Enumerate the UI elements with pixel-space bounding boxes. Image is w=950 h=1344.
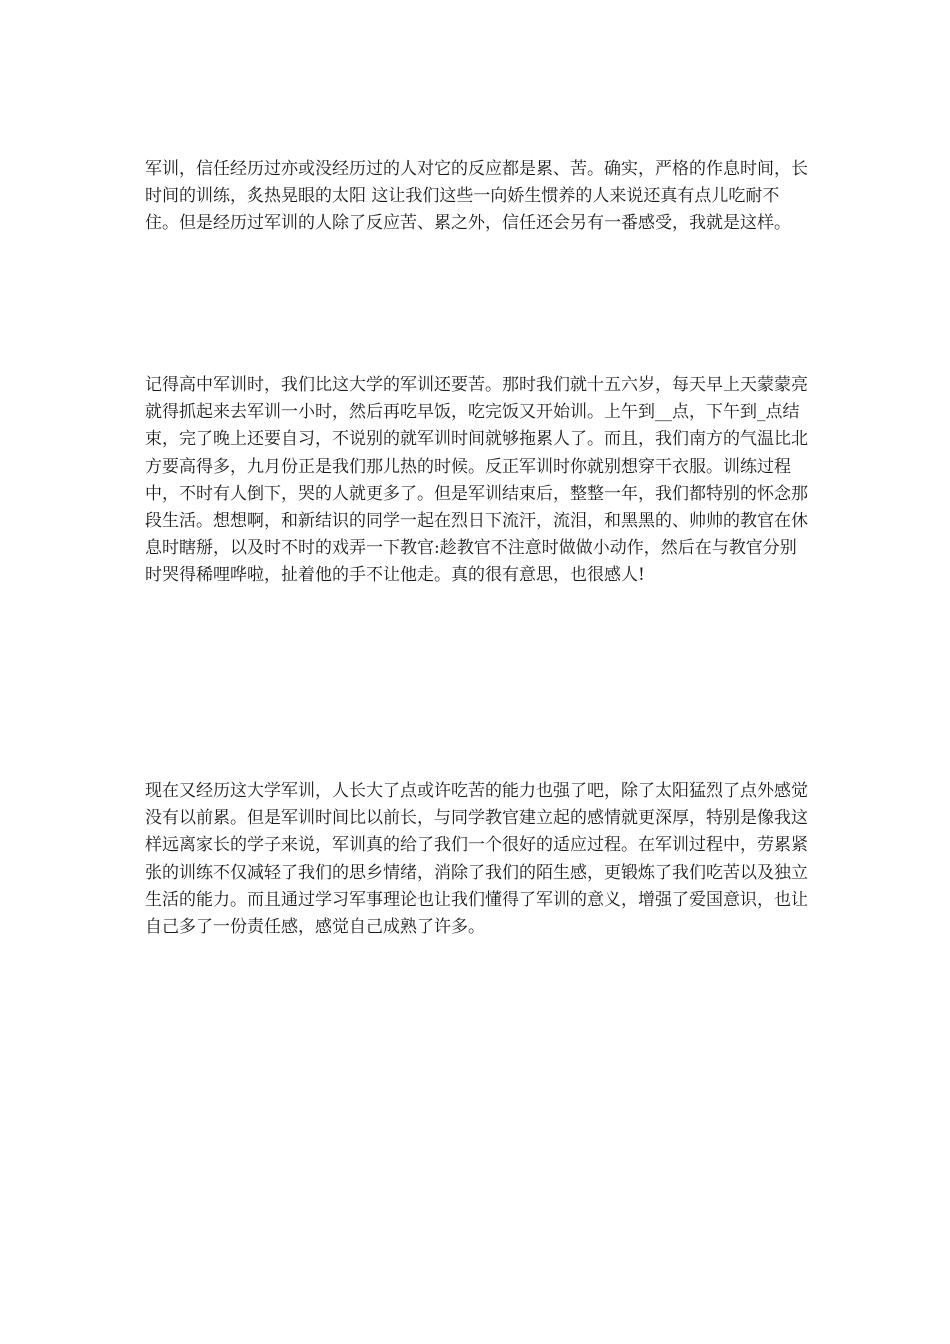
- paragraph-3: 现在又经历这大学军训，人长大了点或许吃苦的能力也强了吧，除了太阳猛烈了点外感觉没有以前累。但是军训时间比以前长，与同学教官建立起的感情就更深厚，特别是像我这样远离家长的学子来说，军训真的给了我们一个很好的适应过程。在军训过程中，劳累紧张的训练不仅减轻了我们的思乡情绪，消除了我们的陌生感，更锻炼了我们吃苦以及独立生活的能力。而且通过学习军事理论也让我们懂得了军训的意义，增强了爱国意识，也让自己多了一份责任感，感觉自己成熟了许多。: [145, 781, 808, 938]
- paragraph-1: 军训，信任经历过亦或没经历过的人对它的反应都是累、苦。确实，严格的作息时间，长时间的训练，炙热晃眼的太阳 这让我们这些一向娇生惯养的人来说还真有点儿吃耐不住。但是经历过军训的人除了反应苦、累之外，信任还会另有一番感受，我就是这样。: [145, 159, 808, 234]
- paragraph-2: 记得高中军训时，我们比这大学的军训还要苦。那时我们就十五六岁，每天早上天蒙蒙亮就得抓起来去军训一小时，然后再吃早饭，吃完饭又开始训。上午到__点，下午到_点结束，完了晚上还要自习，不说别的就军训时间就够拖累人了。而且，我们南方的气温比北方要高得多，九月份正是我们那儿热的时候。反正军训时你就别想穿干衣服。训练过程中，不时有人倒下，哭的人就更多了。但是军训结束后，整整一年，我们都特别的怀念那段生活。想想啊，和新结识的同学一起在烈日下流汗，流泪，和黑黑的、帅帅的教官在休息时瞎掰，以及时不时的戏弄一下教官:趁教官不注意时做做小动作，然后在与教官分别时哭得稀哩哗啦，扯着他的手不让他走。真的很有意思，也很感人!: [145, 375, 808, 586]
